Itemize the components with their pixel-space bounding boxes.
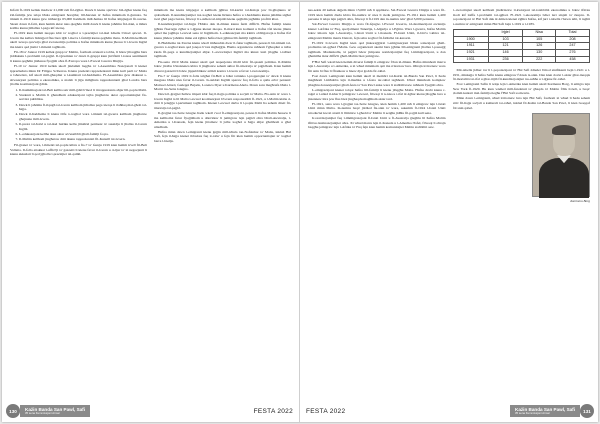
- footer-title: Każin Banda San Pawl, Safi: [515, 406, 575, 412]
- paragraph: Infatti fl-1919 kellek madwar 21,000 ruħ fiż-żgħar. Dawk li kienu spiċċaw biż-żgħar kienu fuq żiż-familja jew telqu bħala emigranti ħorajtha; lill-ħarsien ta' ħafna minnhom il-ġurnata. Sa tmiem il-1919 kienu ġew imħarrġa 65,000 ħaddiem mill-ħamsa lil ħafna impjiegati fit-tarzna. Skont dawn il-fatti, kien hemm aktar nies qiegħda milli dawk li kienu jaħdmu fid-doki, u mhux kollha kienu jitħallsu l-paga kif xieraq.: [10, 8, 147, 31]
- table-row: [453, 43, 590, 50]
- demands-list: [10, 88, 147, 142]
- list-item: 6. L-edukazzjoni kellha tkun aktar aċċessibbli għall-familji foqra.: [19, 132, 147, 137]
- table-cell: 121: [488, 43, 523, 50]
- photo-suit: [539, 158, 589, 198]
- photo-caption: Karmenu Borg: [570, 198, 590, 203]
- table-header: [453, 30, 488, 37]
- table-header: Irġiel: [488, 30, 523, 37]
- list-item: 2. Studenti u Maltin li għandhom edukazzjoni tajba jingħataw aktar opportunitajiet fis-servizz pubbliku.: [19, 93, 147, 102]
- left-column-2: [154, 8, 291, 400]
- page-number: 130: [6, 404, 20, 418]
- right-footer: [300, 403, 598, 419]
- paragraph: Fis-7 ta' Ġunju 1919 il-folla telgħet fil-Belt u bdiet tattakka l-propjetajiet ta' dawk li kienu meqjusa bħala nies favur il-Gvern. Is-suldati Ingliżi sparaw fuq il-folla u qatlu erba' persuni: Manwel Attard, Ġużeppi Bajada, Lorenzo Dyer u Karmenu Abela. Dawn saru magħrufa bħala l-Martri tas-Sette Giugno.: [154, 73, 291, 92]
- portrait-photo: [532, 113, 590, 197]
- table-cell: 222: [523, 56, 556, 63]
- paragraph: Fost dawn l-emigranti kien hemm ukoll xi membri tal-Każin tal-Banda San Pawl, li ħadu magħhom l-imħabba lejn il-mużika u l-festa tar-raħal tagħhom. Uħud minnhom komplew jibagħtu donazzjonijiet għall-festa ta' San Pawl anke wara li stabbilixxew ruħhom f'pajjiżi oħra.: [308, 73, 446, 87]
- table-cell: 208: [556, 36, 590, 43]
- table-cell: 126: [523, 43, 556, 50]
- paragraph: Fl-1919 kien hemm nuqqas kbir ta' xogħol u l-prezzijiet tal-ikel żdiedu b'mod qawwi. Il-Gvern ma kellux biżżejjed flus biex iġib l-ikel u l-familji kienu qegħdin ibatu. Il-Maltin kellhom ukoll xewqa qawwija għal awtonomija politika u ħafna minnhom kienu jħossu li l-Gvern Ingliż ma kienx qed jisma' l-ilmenti tagħhom.: [10, 31, 147, 49]
- paragraph: minnhom ma kienx impjegat u kellhom jgħixu bil-karità tal-Knisja jew bl-għajnuna ta' qrabathom. Il-kundizzjonijiet tax-xogħol kienu ħżiena ħafna u l-ħaddiema kienu jaħdmu sigħat twal għal paga baxxa, filwaqt li s-sidien tal-impriżi kienu qegħdin jagħmlu profitti kbar.: [154, 8, 291, 22]
- left-footer: [2, 403, 299, 419]
- table-cell: 105: [523, 36, 556, 43]
- list-item: 1. Il-Kummissjoni tal-Belt kellha ssir mill-ġdid b'mod li tirrappreżenta aħjar lill-poplu Malti.: [19, 88, 147, 93]
- footer-title: Każin Banda San Pawl, Safi: [25, 406, 85, 412]
- table-header-row: [453, 30, 590, 37]
- table-cell: 1911: [453, 43, 488, 50]
- paragraph: Fil-ġranet ta' wara, l-ilmenti tal-poplu kibru u fis-7 ta' Ġunju 1919 kien hemm irvell fil-Belt Valletta. Il-folla attakkat l-uffiċċji ta' gazzetti li kienu favur il-Gvern u d-djar ta' xi negozjanti li kienu akkużati li qed jgħollu l-prezzijiet tal-qamħ.: [10, 143, 147, 157]
- paragraph: L-emigrazzjoni kienet tolqot ħafna lill-familji li kienu jibqgħu Malta. Ħafna drabi kienu r-raġel u l-ulied il-kbar li jemigraw l-ewwel, filwaqt li n-nisa u t-tfal iż-żgħar kienu jibqgħu lura u jistennew ittra jew flus biex jingħaqdu magħhom aktar tard.: [308, 87, 446, 101]
- paragraph: L-awtoritajiet ukoll kellhom jindirizzaw il-kwistjoni tal-istabbiltà ekonomika u bdew ifittxu modi kif itaffu l-problemi tal-qgħad. Fl-1921 l-ekonomija bdiet turi sinjali ta' rkupru. Il-popolazzjoni ta' Ħal Safi dak iż-żmien kienet żgħira ħafna, kif juri t-tabella t'hawn taħt, li tagħti n-numru ta' emigranti minn Ħal Safi bejn l-1919 u l-1935.: [452, 8, 590, 26]
- paragraph: Sal-Ewwel Gwerra Dinjija u wara fil-Ġjugno l-Ewwel Gwerra, id-destinazzjoni ewlenija kienet l-Afrika ta' Fuq, speċjalment Tuneżija, l-Alġerija u l-Eġittu. Wara l-gwerra, ħafna Maltin bdew imorru lejn l-Awstralja, l-Istati Uniti u l-Kanada. Fl-Istati Uniti, il-biċċa l-kbira tal-emigranti Maltin marru Detroit, fejn sabu xogħol fil-fabbriki tal-karozzi.: [308, 22, 446, 40]
- right-column-1: [308, 8, 446, 400]
- paragraph: Ir-restrizzjonijiet fuq l-immigrazzjoni fl-Istati Uniti u fl-Awstralja ġiegħlu lil ħafna Maltin ifittxu destinazzjonijiet oħra. Xi wħud marru lejn il-Kanada u l-Amerika t'Isfel, filwaqt li oħrajn baqgħu jemigraw lejn l-Afrika ta' Fuq fejn kien hemm komunitajiet Maltin stabbiliti sew.: [308, 116, 446, 130]
- list-item: 5. Il-prezz tal-ħobż u tal-ikel bażiku kellu jitniżżel permezz ta' sussidju li jħallas il-Gvern Ingliż.: [19, 122, 147, 131]
- paragraph: Il-ġrajjiet tas-Sette Giugno ħadu wkoll rwol fl-emigrazzjoni, peress li ħafna Maltin ħassew li ma kellhomx futur f'pajjiżhom u ddeċidew li jemigraw lejn pajjiżi oħra bħall-Awstralja, l-Amerika u l-Kanada, fejn kienu jittamaw li jsibu xogħol u ħajja aħjar għalihom u għal uliedhom.: [154, 111, 291, 129]
- table-cell: 1900: [453, 36, 488, 43]
- paragraph: Il-kundizzjonijiet tal-ħajja f'Malta dak iż-żmien kienu ferm diffiċli. Ħafna familji kienu jgħixu f'kerrejja żgħar u l-iġjene kienet nieqsa. Il-mard kien komuni u ħafna tfal kienu jmutu qabel ma jagħlqu l-ewwel sena ta' ħajjithom. L-edukazzjoni ma kinitx obbligatorja u ħafna tfal kienu jibdew jaħdmu minn età żgħira ħafna biex jgħinu lill-familji tagħhom.: [154, 22, 291, 40]
- left-page: [2, 2, 300, 422]
- paragraph: Fit-18 ta' Jannar 1919 kellek grupp ta' Maltin, fosthom avukati u tobba, li bdew jiltaqgħu biex jiddiskutu l-problemi tal-pajjiż. Il-Qawmien ta' dawn il-gruppi kien jirrifletti l-istess sentimenti li kienu qegħdin jinħassu f'pajjiżi oħra fl-Ewropa wara l-Ewwel Gwerra Dinjija.: [10, 49, 147, 64]
- paragraph: Mit-tabella jidher ċar li l-popolazzjoni ta' Ħal Safi żdiedet b'mod sinifikanti bejn l-1921 u l-1931, minkejja li ħafna Safin kienu emigraw f'dawk is-snin. Dan kien dovut l-aktar għat-tnaqqis fil-mortalità tat-tfal u għat-titjib fil-kundizzjonijiet tas-saħħa u l-iġjene fir-raħal.: [452, 68, 590, 82]
- list-item: 7. Il-Maltin kellhom jingħataw dritt ikunu rappreżentati fil-Kunsill tal-Gvern.: [19, 137, 147, 142]
- table-cell: 247: [556, 43, 590, 50]
- table-cell: 1931: [453, 56, 488, 63]
- paragraph: Fl-10 ta' Jannar 1919 kellek ukoll jinżamm laqgħa ta' l-Assemblea Nazzjonali li kienet ippreżieduta minn Dr Filippo Sciberras. Kienu preżenti rappreżentanti minn kull parti ta' Malta u Għawdex, kif ukoll mill-għaqdiet u l-kumitati tal-ħaddiema. Fl-Assemblea ġew diskussi s-sitwazzjoni politika u ekonomika, u ntalab li jiġu mibgħuta rappreżentanti għal Londra biex jitolbu kostituzzjoni ġdida.: [10, 64, 147, 87]
- paragraph: Dawn il-ġrajjiet ħallew impatt kbir fuq il-ħajja politika u soċjali ta' Malta. Fis-snin ta' wara l-Gvern Ingliż ta lil Malta l-ewwel kostituzzjoni b'Gvern responsabbli fl-1921, u l-Maltin kisbu d-dritt li jeleġġu l-parlament tagħhom. Kienet l-ewwel darba li l-poplu Malti ħa sehem dirett fit-tmexxija tal-pajjiż.: [154, 92, 291, 110]
- paragraph: Il-Ħaddiema tat-Tarzna kienu wkoll imħassbin dwar il-futur tagħhom, peress li bit-tmiem tal-gwerra x-xogħol kien qed jonqos b'rata mgħaġġla. Huma organizzaw ruħhom f'għaqdiet u talbu żieda fil-paga u kundizzjonijiet aħjar. L-awtoritajiet Ingliżi ma kinux lesti jilqgħu t-talbiet tagħhom.: [154, 40, 291, 59]
- table-cell: 276: [556, 49, 590, 56]
- table-cell: 146: [488, 49, 523, 56]
- paragraph: Fl-1919 il-Gvern Ingliż kien qed jinkoraġġixxi l-emigrazzjoni bħala soluzzjoni għall-problema tal-qgħad f'Malta. Ġew organizzati skemi biex jgħinu lill-emigranti jħallsu l-passaġġ tagħhom. Madankollu, xi pajjiżi bdew jimponu restrizzjonijiet fuq l-immigrazzjoni, u dan għamilha iktar diffiċli għall-Maltin biex jemigraw.: [308, 40, 446, 59]
- photo-hair: [552, 125, 576, 135]
- table-row: [453, 36, 590, 43]
- table-row: [453, 56, 590, 63]
- paragraph: nes-sekla 20 kellek dejjem minn 15,000 ruħ li applikaw. Sal-Ewwel Gwerra Dinjija u wara fil-1919 kien hemm żieda kbira fin-numru ta' nies li riedu jemigraw. Fl-1911 kien hemm 1,400 persuna li telqu lejn pajjiżi oħra, filwaqt li fl-1919 dan in-numru tela' għal 3,000 persuna.: [308, 8, 446, 22]
- festa-label: FESTA 2022: [253, 407, 293, 415]
- paragraph: F'Ħal Safi wkoll kien hemm diversi familji li emigraw f'dan iż-żmien. Ħafna minnhom marru lejn l-Awstralja u l-Amerika, u xi wħud minnhom qatt ma rritornaw lura. Oħrajn irritornaw wara ftit snin bi flus li ffrankaw u bnew djar ġodda fir-raħal.: [308, 59, 446, 73]
- paragraph: Fost l-emigranti Safin li telqu lejn l-Amerika kien hemm ukoll Karmenu Borg, li emigra lejn New York fl-1920. Hu kien wieħed mill-fundaturi ta' għaqda ta' Maltin f'dik il-belt, u baqa' jżomm kuntatt mal-familja tiegħu f'Ħal Safi sa mewtu.: [452, 82, 590, 96]
- portrait-figure: [453, 113, 591, 197]
- population-table: [453, 29, 591, 63]
- festa-label: FESTA 2022: [306, 407, 346, 415]
- list-item: 3. Dawk li jaħdmu fl-ilqugħ tal-Gvern kellhom jitħallsu paga xierqa li tlaħħaq mal-għoli tal-ħajja.: [19, 103, 147, 112]
- paragraph: Minn dawn l-emigranti, uħud irritornaw lura lejn Ħal Safi, fosthom xi wħud li ħadu sehem attiv fil-ħajja soċjali u kulturali tar-raħal, inkluż fil-Każin tal-Banda San Pawl, li kien twaqqaf ftit snin qabel.: [452, 96, 590, 110]
- table-cell: 458: [556, 56, 590, 63]
- footer-subtitle: 35 sena Kummissjoni Armar: [515, 410, 550, 415]
- table-cell: 236: [488, 56, 523, 63]
- right-page: [300, 2, 598, 422]
- right-column-2: [453, 8, 591, 400]
- table-cell: 130: [523, 49, 556, 56]
- footer-banner: [20, 405, 90, 417]
- table-cell: 1921: [453, 49, 488, 56]
- page-number: 131: [580, 404, 594, 418]
- paragraph: Fis-sena 1919 Malta kienet ukoll qed tesperjenza tibdil kbir fil-qasam politiku. Il-Maltin bdew jitolbu b'insistenza kbira li jingħataw sehem akbar fit-tmexxija ta' pajjiżhom. Kien hemm diversi gazzetti li bdew jippubblikaw artikli kontra l-Gvern u favur l-awtonomija.: [154, 59, 291, 73]
- table-row: [453, 49, 590, 56]
- footer-subtitle: 35 sena Kummissjoni Armar: [25, 410, 60, 415]
- table-header: Total: [556, 30, 590, 37]
- left-column-1: [10, 8, 147, 400]
- paragraph: Ħafna minn dawn l-emigranti kienu ġejjin mill-irħula tan-Nofsinhar ta' Malta, inkluż Ħal Safi, fejn il-ħajja kienet ibbażata fuq ir-raba' u fejn ftit kien hemm opportunitajiet ta' xogħol barra l-biedja.: [154, 129, 291, 143]
- magazine-spread: [2, 2, 598, 422]
- table-cell: 103: [488, 36, 523, 43]
- paragraph: Fl-1921, sena wara l-ġrajjiet tas-Sette Giugno, kien hemm 1,200 ruħ li emigraw lejn l-Istati Uniti minn Malta. In-numru baqa' jiżdied fis-snin ta' wara, sakemm fl-1924 l-Istati Uniti ntroduċiet kwoti stretti li llimitaw l-għadd ta' Maltin li setgħu jidħlu fil-pajjiż kull sena.: [308, 101, 446, 116]
- table-header: Nisa: [523, 30, 556, 37]
- list-item: 4. Dawk il-ħaddiema li kienu tilfu x-xogħol wara t-tmiem tal-gwerra kellhom jingħataw għajnuna mill-Gvern.: [19, 112, 147, 121]
- footer-banner: [510, 405, 580, 417]
